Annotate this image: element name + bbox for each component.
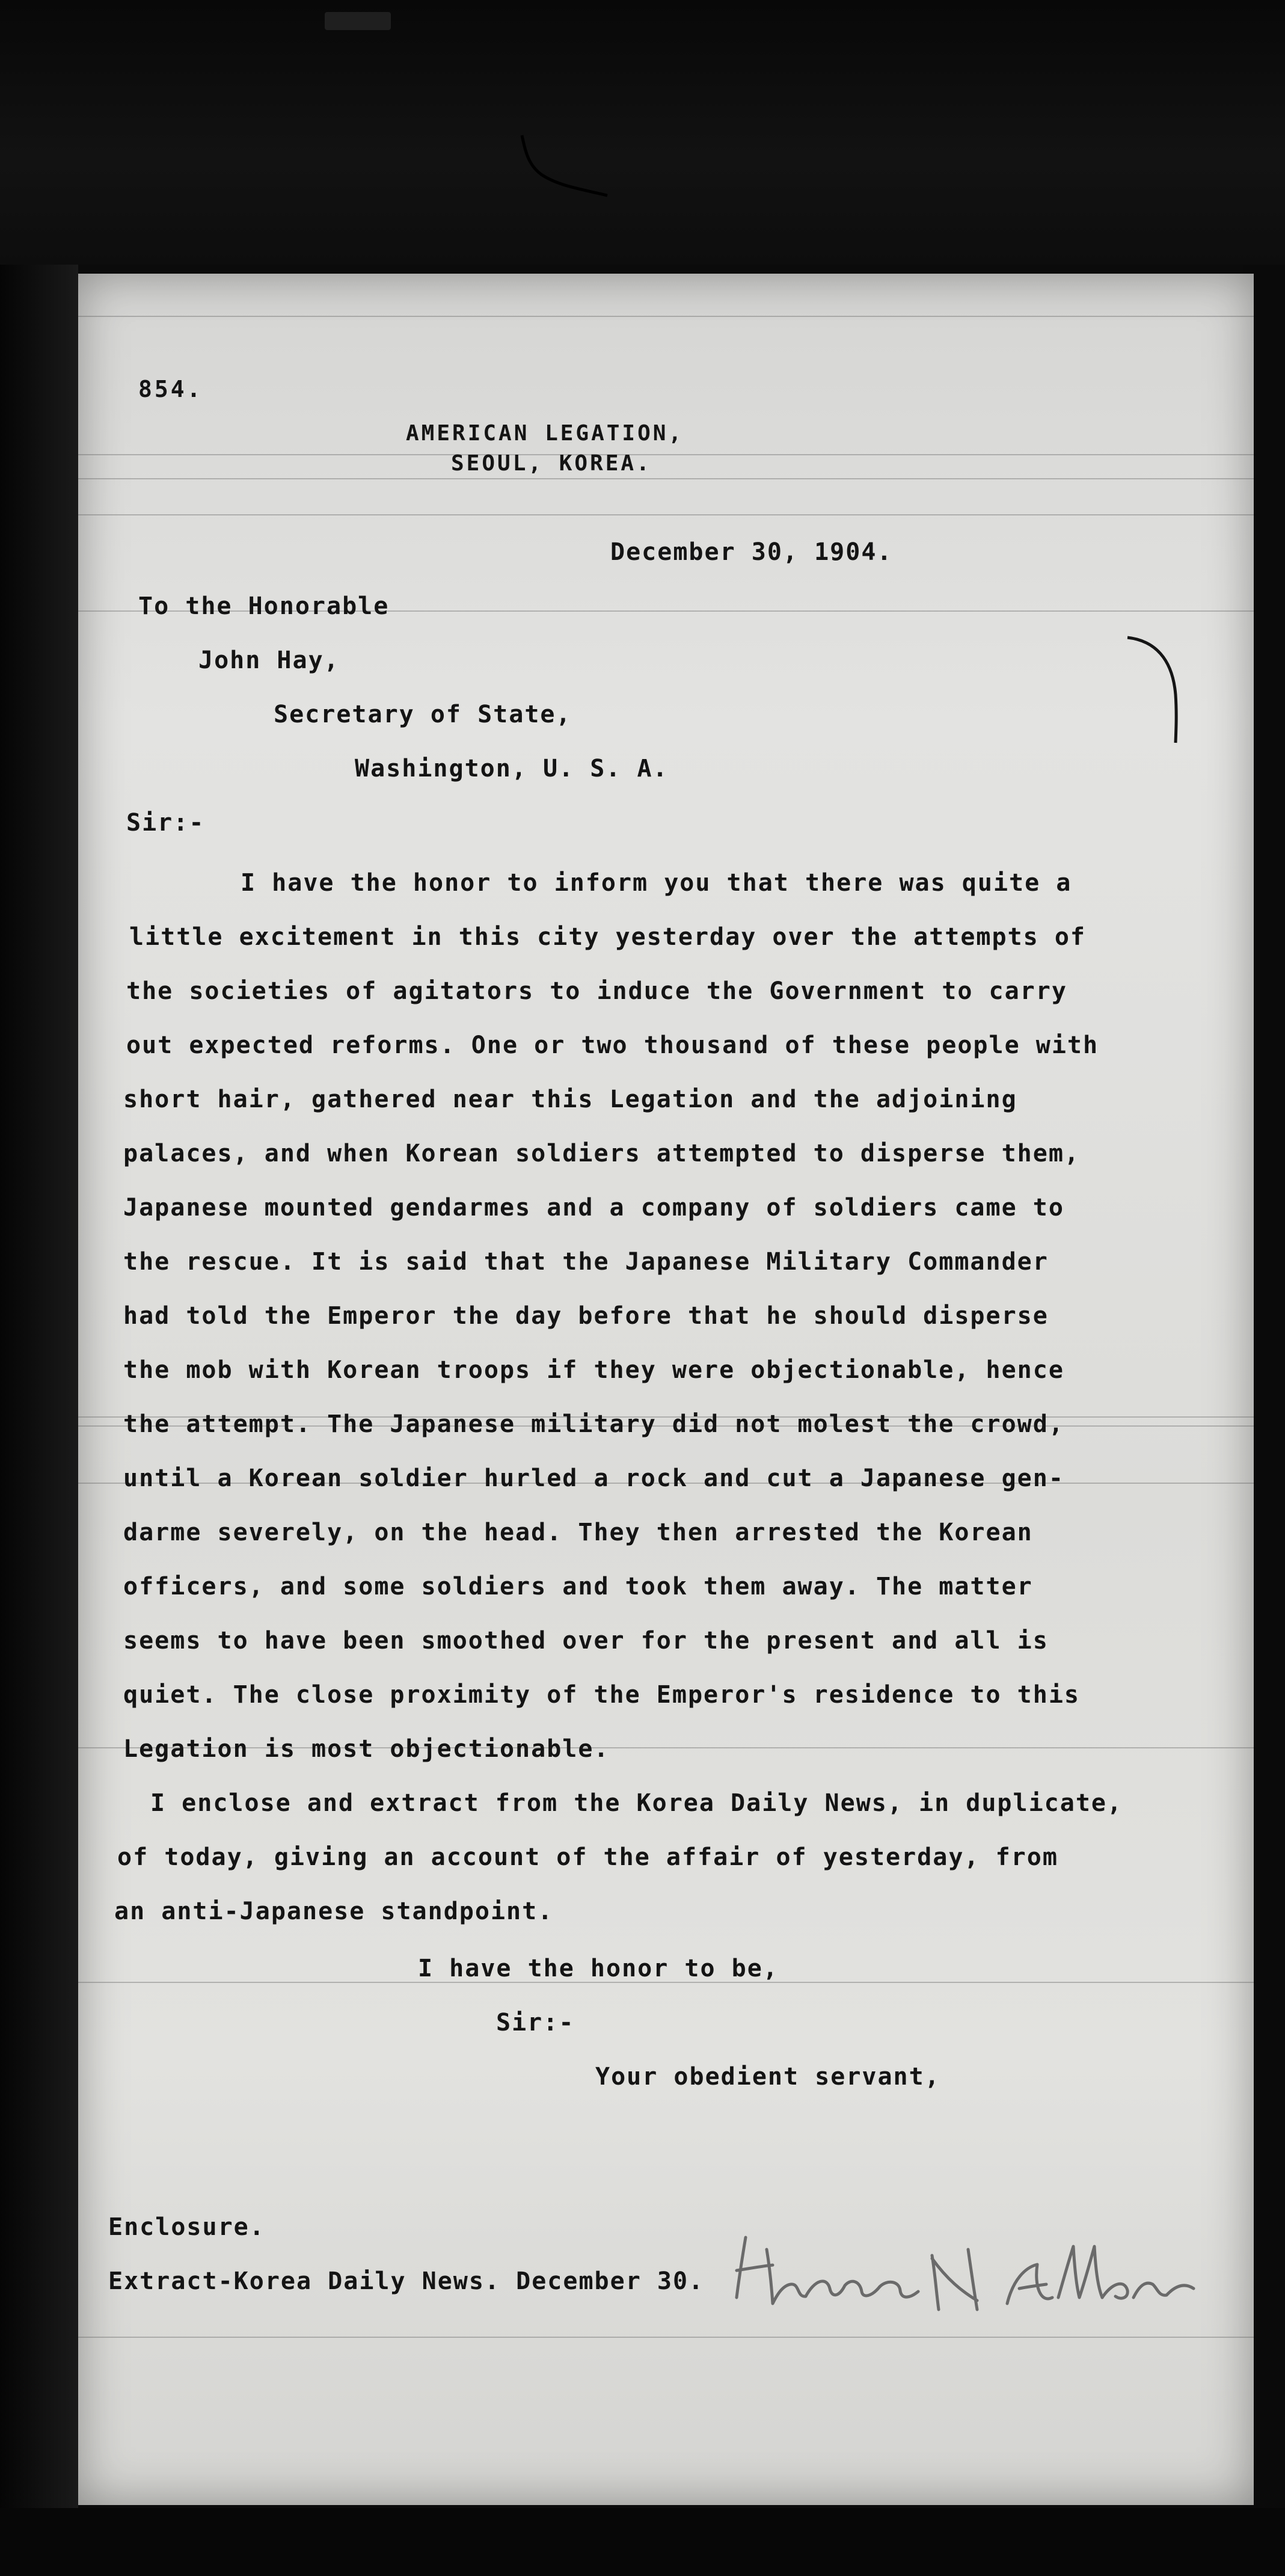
film-scratch-mark xyxy=(517,129,613,201)
film-border-left xyxy=(0,265,78,2576)
closing-line-2: Sir:- xyxy=(496,2009,575,2037)
body-line: out expected reforms. One or two thousand of these people with xyxy=(126,1031,1099,1059)
letter-page xyxy=(78,274,1254,2505)
body-line: little excitement in this city yesterday over the attempts of xyxy=(129,923,1087,951)
letterhead-line-1: AMERICAN LEGATION, xyxy=(406,421,684,446)
salutation: Sir:- xyxy=(126,809,205,837)
body-line: the rescue. It is said that the Japanese Military Commander xyxy=(123,1248,1049,1276)
letterhead-line-2: SEOUL, KOREA. xyxy=(451,451,652,476)
film-border-bottom xyxy=(0,2508,1285,2576)
closing-line-1: I have the honor to be, xyxy=(418,1955,779,1982)
margin-bracket-mark xyxy=(1118,629,1185,749)
body-line: short hair, gathered near this Legation and the adjoining xyxy=(123,1086,1017,1113)
handwritten-signature xyxy=(725,2213,1218,2334)
body-line: until a Korean soldier hurled a rock and cut a Japanese gen- xyxy=(123,1465,1064,1492)
address-line-3: Secretary of State, xyxy=(274,701,572,728)
film-border-top xyxy=(0,0,1285,265)
closing-line-3: Your obedient servant, xyxy=(595,2063,940,2091)
body-line: of today, giving an account of the affair of yesterday, from xyxy=(117,1843,1058,1871)
body-line: I enclose and extract from the Korea Daily News, in duplicate, xyxy=(150,1789,1123,1817)
body-line: Legation is most objectionable. xyxy=(123,1735,610,1763)
address-line-4: Washington, U. S. A. xyxy=(355,755,669,782)
body-line: the societies of agitators to induce the Government to carry xyxy=(126,977,1067,1005)
address-line-1: To the Honorable xyxy=(138,592,390,620)
body-line: palaces, and when Korean soldiers attempted to disperse them, xyxy=(123,1140,1081,1167)
body-line: the attempt. The Japanese military did not molest the crowd, xyxy=(123,1410,1064,1438)
body-line: I have the honor to inform you that there was quite a xyxy=(241,869,1072,897)
enclosure-label: Enclosure. xyxy=(108,2213,265,2241)
enclosure-item: Extract-Korea Daily News. December 30. xyxy=(108,2267,705,2295)
body-line: darme severely, on the head. They then arrested the Korean xyxy=(123,1519,1033,1546)
film-speck xyxy=(325,12,391,30)
body-line: officers, and some soldiers and took them away. The matter xyxy=(123,1573,1033,1600)
body-line: quiet. The close proximity of the Emperor's residence to this xyxy=(123,1681,1081,1709)
body-line: had told the Emperor the day before that he should disperse xyxy=(123,1302,1049,1330)
file-number: 854. xyxy=(138,376,203,402)
address-line-2: John Hay, xyxy=(198,647,340,674)
body-line: the mob with Korean troops if they were objectionable, hence xyxy=(123,1356,1064,1384)
body-line: Japanese mounted gendarmes and a company of soldiers came to xyxy=(123,1194,1064,1222)
letter-date: December 30, 1904. xyxy=(610,538,893,566)
body-line: an anti-Japanese standpoint. xyxy=(114,1898,554,1925)
body-line: seems to have been smoothed over for the present and all is xyxy=(123,1627,1049,1655)
